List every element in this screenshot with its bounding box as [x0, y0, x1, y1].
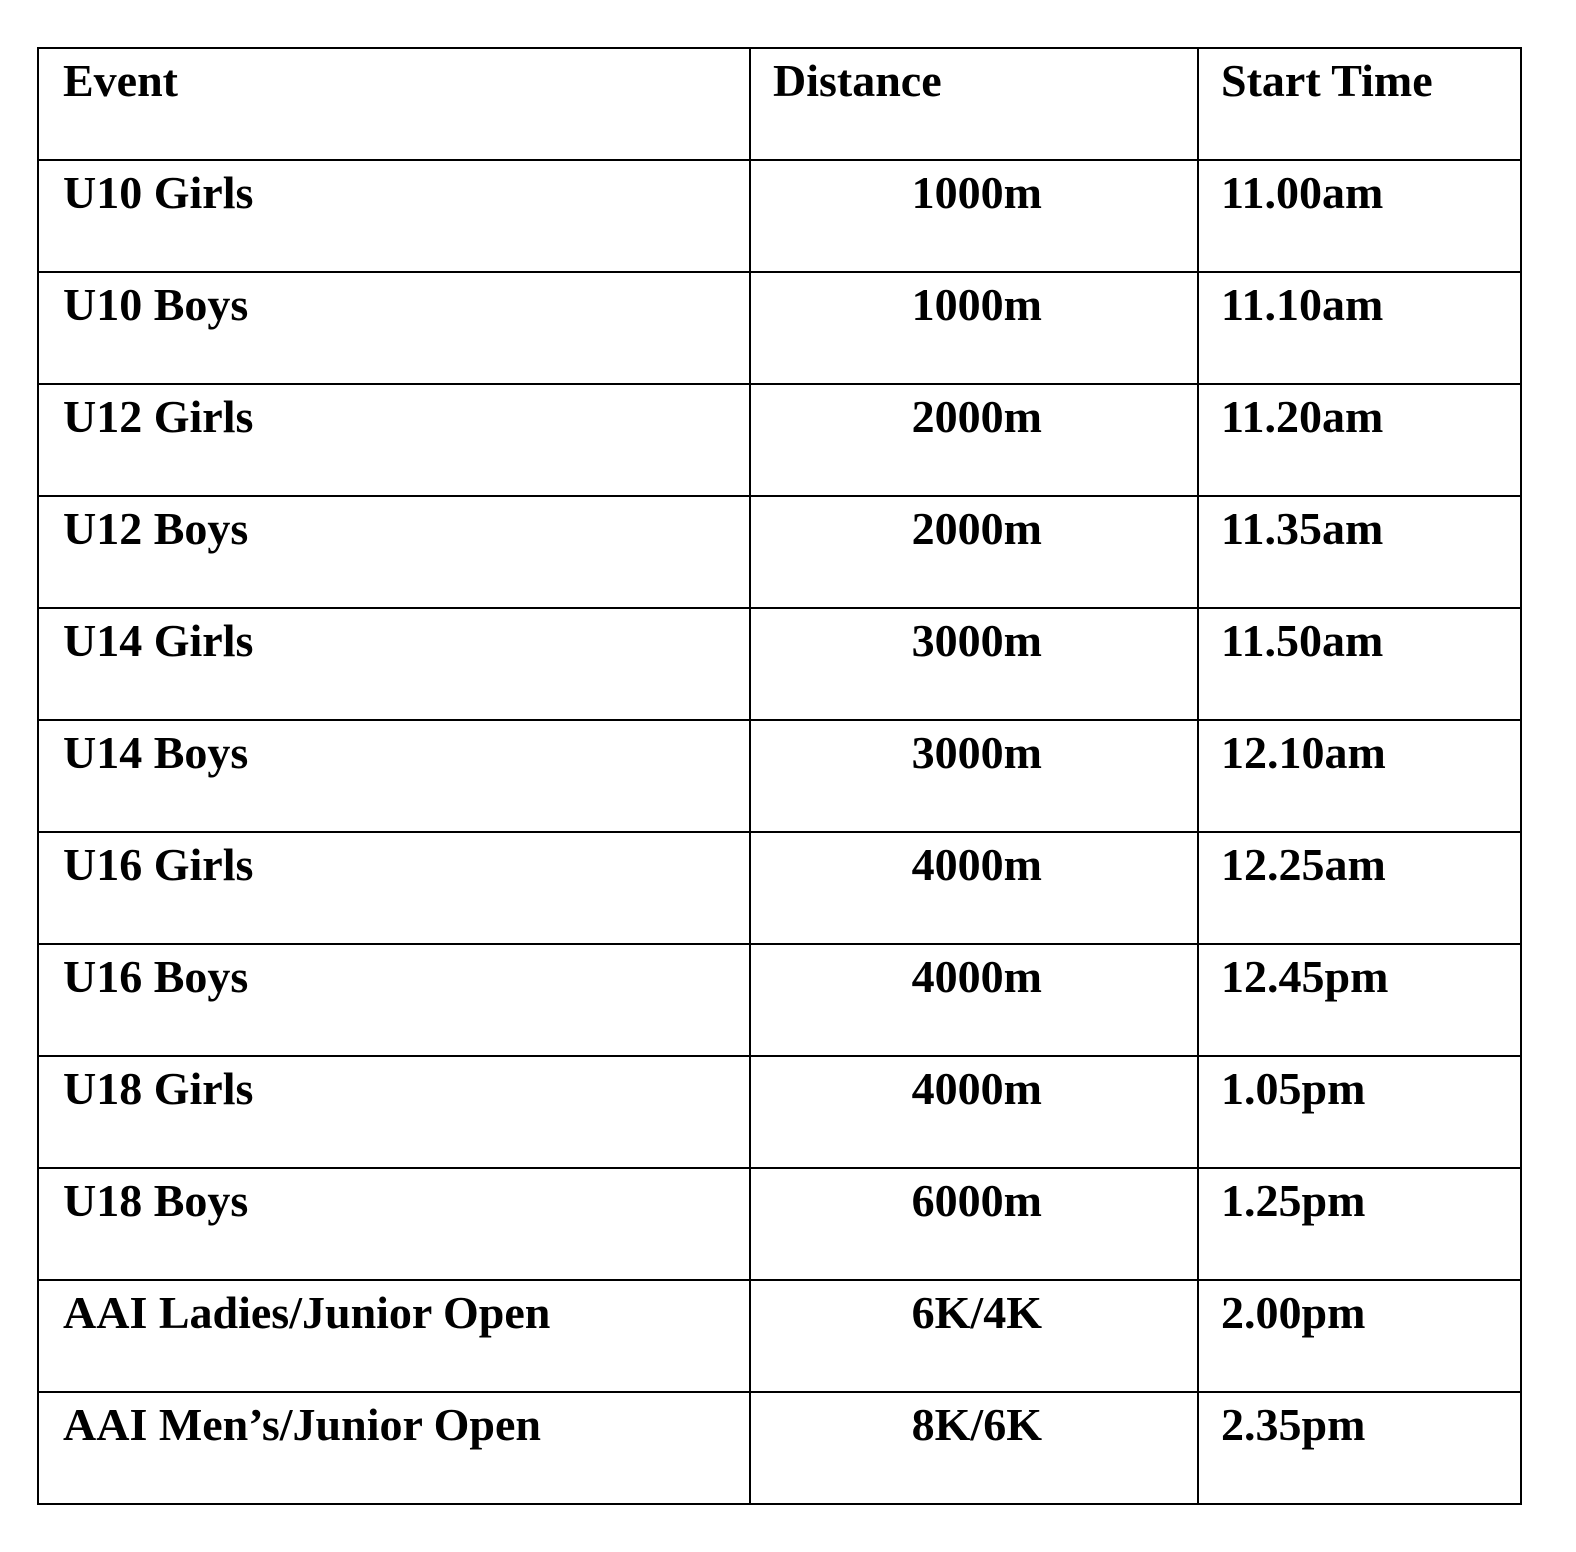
distance-cell: 4000m: [750, 832, 1198, 944]
table-row: [38, 384, 1521, 496]
table-row: [38, 608, 1521, 720]
table-row: [38, 1392, 1521, 1504]
distance-cell: 4000m: [750, 1056, 1198, 1168]
table-row: [38, 272, 1521, 384]
start-time-cell: 11.50am: [1198, 608, 1521, 720]
start-time-cell: 11.00am: [1198, 160, 1521, 272]
distance-cell: 3000m: [750, 608, 1198, 720]
event-cell: U12 Girls: [38, 384, 750, 496]
event-cell: U18 Boys: [38, 1168, 750, 1280]
header-event: Event: [38, 48, 750, 160]
start-time-cell: 1.05pm: [1198, 1056, 1521, 1168]
start-time-cell: 2.35pm: [1198, 1392, 1521, 1504]
event-cell: AAI Ladies/Junior Open: [38, 1280, 750, 1392]
distance-cell: 1000m: [750, 160, 1198, 272]
table-row: [38, 944, 1521, 1056]
start-time-cell: 12.10am: [1198, 720, 1521, 832]
distance-cell: 6000m: [750, 1168, 1198, 1280]
event-cell: U16 Girls: [38, 832, 750, 944]
event-cell: U10 Girls: [38, 160, 750, 272]
distance-cell: 2000m: [750, 384, 1198, 496]
distance-cell: 6K/4K: [750, 1280, 1198, 1392]
table-row: [38, 720, 1521, 832]
table-row: [38, 832, 1521, 944]
event-cell: U12 Boys: [38, 496, 750, 608]
distance-cell: 4000m: [750, 944, 1198, 1056]
distance-cell: 2000m: [750, 496, 1198, 608]
event-cell: U14 Boys: [38, 720, 750, 832]
header-distance: Distance: [750, 48, 1198, 160]
event-cell: U14 Girls: [38, 608, 750, 720]
event-cell: AAI Men’s/Junior Open: [38, 1392, 750, 1504]
event-cell: U16 Boys: [38, 944, 750, 1056]
start-time-cell: 2.00pm: [1198, 1280, 1521, 1392]
table-row: [38, 1280, 1521, 1392]
table-row: [38, 1168, 1521, 1280]
start-time-cell: 12.25am: [1198, 832, 1521, 944]
table-row: [38, 1056, 1521, 1168]
event-schedule-table: [37, 47, 1522, 1505]
distance-cell: 8K/6K: [750, 1392, 1198, 1504]
start-time-cell: 11.35am: [1198, 496, 1521, 608]
table-header-row: [38, 48, 1521, 160]
start-time-cell: 11.20am: [1198, 384, 1521, 496]
start-time-cell: 12.45pm: [1198, 944, 1521, 1056]
table-row: [38, 160, 1521, 272]
table-row: [38, 496, 1521, 608]
distance-cell: 3000m: [750, 720, 1198, 832]
start-time-cell: 1.25pm: [1198, 1168, 1521, 1280]
event-cell: U18 Girls: [38, 1056, 750, 1168]
event-cell: U10 Boys: [38, 272, 750, 384]
distance-cell: 1000m: [750, 272, 1198, 384]
header-start-time: Start Time: [1198, 48, 1521, 160]
start-time-cell: 11.10am: [1198, 272, 1521, 384]
